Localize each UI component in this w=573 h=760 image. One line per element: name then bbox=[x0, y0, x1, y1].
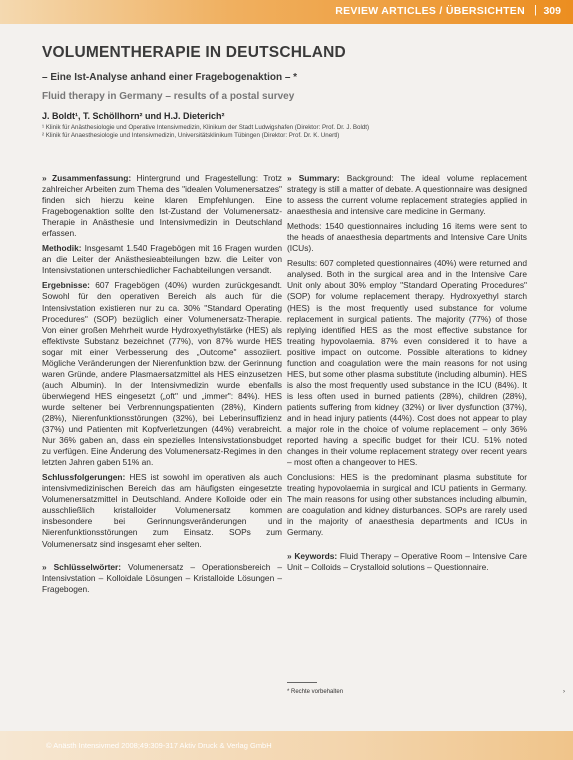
footnote-divider bbox=[287, 682, 317, 683]
page-number: 309 bbox=[543, 5, 561, 17]
corner-mark: › bbox=[563, 689, 565, 695]
english-keywords: » Keywords: Fluid Therapy – Operative Room – Intensive Care Unit – Colloids – Crystalloid solutions – Questionnaire. bbox=[287, 550, 527, 572]
german-results: Ergebnisse: 607 Fragebögen (40%) wurden zurückgesandt. Sowohl für den operativen Bereich als auch für die Intensivstation existieren nur zu ca. 30% "Standard Operating Procedures" (SOP) bezüglich einer Volumenersatz-Therapie. Von einer großen Mehrheit wurde Hydroxyethylstärke (HES) als effektivste Substanz bezeichnet (77%), von 87% wurde HES sogar mit einer Verbesserung des „Outcome" assoziiert. Mögliche Veränderungen der Nierenfunktion bzw. der Gerinnung waren Gründe, andere Plasmaersatzmittel als HES einzusetzen (auch Albumin). In der Intensivmedizin wurde ebenfalls überwiegend HES eingesetzt („oft" und „immer": 84%). HES wurde seltener bei Verbrennungspatienten (28%), Kindern (28%), Nierenfunktionsstörungen (32%), bei Leberinsuffizienz (37%) und Patienten mit Kopfverletzungen (44%) verabreicht. Nur 36% gaben an, dass ein spezielles Intensivstationsbudget zu verfügen. Eine Änderung des Volumenersatz-Regimes in den letzten Jahren gaben 51% an. bbox=[42, 280, 282, 468]
english-summary: » Summary: Background: The ideal volume replacement strategy is still a matter of debate. A questionnaire was designed to assess the current volume replacement strategies applied in anaesthesia and intensive care medicine in Germany. bbox=[287, 173, 527, 217]
english-results: Results: 607 completed questionnaires (40%) were returned and analysed. Both in the surgical area and in the Intensive Care Unit only about 30% employ "Standard Operating Procedures" (SOP) for volume replacement therapy. Hydroxyethyl starch (HES) is the most frequently used substance for volume replacement in surgical patients. The majority (77%) of those replying identified HES as the most effective substance for treating hypovolaemia. 87% even considered it to have a positive impact on outcome. Possible alterations to kidney function and coagulation were the main reasons for not using HES, but some other plasma substitute (including albumin). HES is also the most frequently used substance in the ICU (84%). It is less often used in burned patients (28%), children (28%), patients suffering from kidney (32%) or liver dysfunction (37%), and in head injury patients (44%). Cost does not appear to play a major role in the choice of volume replacement – only 36% reported having a specific budget for their ICU. 51% noted changes in their volume replacement strategy over recent years – most often a changeover to HES. bbox=[287, 258, 527, 468]
header-bar bbox=[0, 0, 573, 24]
footnote: * Rechte vorbehalten bbox=[287, 689, 344, 695]
header-separator: | bbox=[534, 4, 537, 16]
german-methods: Methodik: Insgesamt 1.540 Fragebögen mit 16 Fragen wurden an die Leiter der Anästhesieabteilungen bzw. die Leiter von Intensivstationen unterschiedlicher Fachabteilungen versandt. bbox=[42, 243, 282, 276]
german-conclusions: Schlussfolgerungen: HES ist sowohl im operativen als auch intensivmedizinischen Bereich das am häufigsten eingesetzte Volumenersatzmittel in Deutschland. Andere Kolloide oder ein ausschließlich kristalloider Volumenersatz kommen insbesondere bei Gerinnungsveränderungen und Nierenfunktionsstörungen zum Einsatz. SOPs zum Volumenersatz sind insgesamt eher selten. bbox=[42, 472, 282, 549]
footer-bar bbox=[0, 731, 573, 760]
article-title: VOLUMENTHERAPIE IN DEUTSCHLAND bbox=[42, 44, 346, 61]
affiliation-1: ¹ Klinik für Anästhesiologie und Operative Intensivmedizin, Klinikum der Stadt Ludwigshafen (Direktor: Prof. Dr. J. Boldt) bbox=[42, 124, 370, 131]
footer-citation: © Anästh Intensivmed 2008;49:309-317 Aktiv Druck & Verlag GmbH bbox=[46, 741, 272, 750]
author-list: J. Boldt¹, T. Schöllhorn² und H.J. Dieterich² bbox=[42, 111, 225, 121]
english-conclusions: Conclusions: HES is the predominant plasma substitute for treating hypovolaemia in surgical and ICU patients in Germany. The main reasons for using other substances including albumin, are coagulation and kidney disturbances. SOPs are rarely used in the majority of anaesthesia departments and ICUs in Germany. bbox=[287, 472, 527, 538]
abstract-german bbox=[42, 173, 282, 599]
english-methods: Methods: 1540 questionnaires including 16 items were sent to the heads of anaesthesia departments and Intensive Care Units (ICUs). bbox=[287, 221, 527, 254]
affiliation-2: ² Klinik für Anaesthesiologie und Intensivmedizin, Universitätsklinikum Tübingen (Direktor: Prof. Dr. K. Unertl) bbox=[42, 132, 340, 139]
section-label: REVIEW ARTICLES / ÜBERSICHTEN bbox=[335, 5, 525, 17]
german-keywords: » Schlüsselwörter: Volumenersatz – Operationsbereich – Intensivstation – Kolloidale Lösungen – Kristalloide Lösungen – Fragebogen. bbox=[42, 561, 282, 594]
abstract-english bbox=[287, 173, 527, 577]
english-title: Fluid therapy in Germany – results of a postal survey bbox=[42, 91, 295, 102]
german-summary: » Zusammenfassung: Hintergrund und Fragestellung: Trotz zahlreicher Arbeiten zum Thema des "idealen Volumenersatzes" finden sich hierzu keine klaren Empfehlungen. Eine Fragebogenaktion sollte den Ist-Zustand der Volumenersatz-Therapie in Anästhesie und Intensivmedizin in Deutschland erfassen. bbox=[42, 173, 282, 239]
article-subtitle: – Eine Ist-Analyse anhand einer Fragebogenaktion – * bbox=[42, 72, 298, 83]
